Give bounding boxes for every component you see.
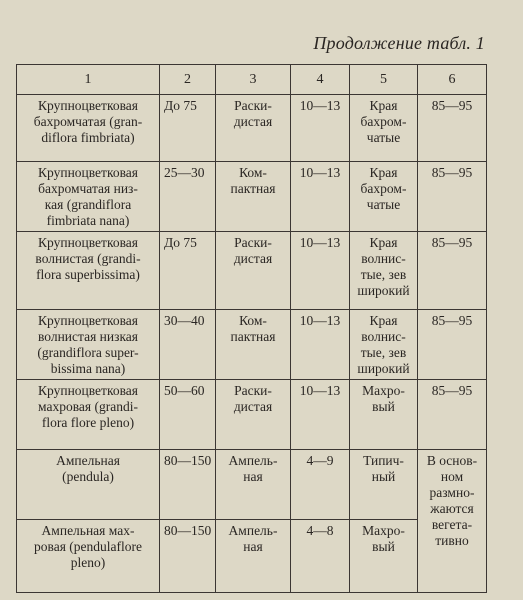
cell-text — [422, 383, 482, 399]
table-cell-c4 — [291, 380, 350, 450]
cell-line: Типич- — [363, 453, 404, 468]
cell-text — [354, 235, 413, 299]
cell-line: Раски- — [234, 235, 272, 250]
cell-text — [354, 523, 413, 555]
cell-line: волнистая (grandi- — [35, 251, 141, 266]
table-cell-c5 — [350, 310, 418, 380]
table-cell-c6 — [418, 450, 487, 593]
cell-text — [220, 383, 286, 415]
table-cell-c4 — [291, 310, 350, 380]
cell-line: Ком- — [239, 165, 267, 180]
table-cell-c5 — [350, 162, 418, 232]
table-body — [17, 95, 487, 593]
table-cell-c1 — [17, 450, 160, 520]
cell-line: Края — [369, 165, 398, 180]
cell-text — [295, 313, 345, 329]
cell-text — [220, 523, 286, 555]
cell-text — [21, 383, 155, 431]
cell-text — [164, 165, 211, 181]
cell-line: 10—13 — [299, 383, 341, 398]
cell-line: flora flore pleno) — [41, 415, 135, 430]
table-cell-c4 — [291, 162, 350, 232]
cell-text — [354, 313, 413, 377]
cell-line: пактная — [230, 329, 276, 344]
table-cell-c4 — [291, 95, 350, 162]
cell-line: В основ- — [426, 453, 478, 468]
column-header-4: 4 — [291, 65, 350, 95]
cell-line: До 75 — [164, 98, 197, 113]
table-cell-c3 — [216, 520, 291, 593]
cell-line: flora superbissima) — [36, 267, 140, 282]
cell-text — [164, 383, 211, 399]
cell-line: дистая — [233, 399, 273, 414]
cell-text — [422, 165, 482, 181]
cell-line: ровая (pendulaflore — [34, 539, 142, 554]
table-caption: Продолжение табл. 1 — [313, 33, 485, 53]
table-cell-c2 — [160, 95, 216, 162]
cell-line: Крупноцветковая — [38, 313, 138, 328]
table-cell-c2 — [160, 232, 216, 310]
cell-line: Ампельная мах- — [41, 523, 135, 538]
varieties-table — [16, 64, 487, 593]
cell-line: ная — [243, 539, 263, 554]
cell-line: чатые — [366, 197, 401, 212]
cell-text — [21, 523, 155, 571]
cell-line: Раски- — [234, 98, 272, 113]
cell-line: дистая — [233, 251, 273, 266]
table-cell-c2 — [160, 162, 216, 232]
cell-line: 4—8 — [306, 523, 334, 538]
table-cell-c1 — [17, 380, 160, 450]
cell-text — [164, 235, 211, 251]
cell-line: 85—95 — [431, 235, 473, 250]
cell-line: Крупноцветковая — [38, 165, 138, 180]
cell-text — [220, 453, 286, 485]
table-cell-c2 — [160, 310, 216, 380]
cell-text — [21, 235, 155, 283]
cell-line: 80—150 — [164, 453, 212, 468]
table-cell-c2 — [160, 380, 216, 450]
table-cell-c4 — [291, 520, 350, 593]
cell-line: Края — [369, 98, 398, 113]
table-cell-c3 — [216, 95, 291, 162]
cell-line: 10—13 — [299, 98, 341, 113]
cell-text — [295, 235, 345, 251]
table-cell-c1 — [17, 232, 160, 310]
cell-line: кая (grandiflora — [44, 197, 132, 212]
table-cell-c5 — [350, 520, 418, 593]
cell-line: дистая — [233, 114, 273, 129]
cell-text — [295, 453, 345, 469]
cell-line: 30—40 — [164, 313, 205, 328]
cell-text — [164, 313, 211, 329]
cell-line: 10—13 — [299, 313, 341, 328]
cell-line: 10—13 — [299, 165, 341, 180]
column-header-2: 2 — [160, 65, 216, 95]
table-cell-c1 — [17, 520, 160, 593]
cell-line: Ампельная — [56, 453, 120, 468]
cell-text — [422, 313, 482, 329]
cell-line: Махро- — [362, 383, 405, 398]
cell-line: волнис- — [361, 251, 406, 266]
cell-line: широкий — [357, 361, 410, 376]
cell-text — [295, 523, 345, 539]
cell-text — [21, 313, 155, 377]
cell-line: Крупноцветковая — [38, 98, 138, 113]
cell-line: бахром- — [360, 114, 407, 129]
cell-line: бахром- — [360, 181, 407, 196]
table-row — [17, 520, 487, 593]
table-row — [17, 450, 487, 520]
cell-text — [220, 165, 286, 197]
cell-line: чатые — [366, 130, 401, 145]
cell-line: широкий — [357, 283, 410, 298]
cell-text — [422, 235, 482, 251]
header-row — [17, 65, 487, 95]
table-cell-c3 — [216, 450, 291, 520]
table-cell-c2 — [160, 520, 216, 593]
cell-line: 50—60 — [164, 383, 205, 398]
cell-line: 85—95 — [431, 165, 473, 180]
cell-line: ный — [371, 469, 396, 484]
cell-text — [354, 383, 413, 415]
table-cell-c1 — [17, 162, 160, 232]
column-header-6: 6 — [418, 65, 487, 95]
table-cell-c1 — [17, 310, 160, 380]
table-cell-c6 — [418, 380, 487, 450]
cell-line: 25—30 — [164, 165, 205, 180]
cell-text — [21, 98, 155, 146]
cell-line: тивно — [435, 533, 469, 548]
cell-line: (pendula) — [62, 469, 114, 484]
table-cell-c5 — [350, 380, 418, 450]
table-row — [17, 380, 487, 450]
table-cell-c4 — [291, 232, 350, 310]
table-cell-c6 — [418, 232, 487, 310]
table-row — [17, 232, 487, 310]
cell-line: Ампель- — [228, 523, 278, 538]
cell-line: пактная — [230, 181, 276, 196]
cell-text — [21, 165, 155, 229]
cell-line: тые, зев — [360, 345, 407, 360]
column-header-3: 3 — [216, 65, 291, 95]
table-cell-c5 — [350, 450, 418, 520]
table-cell-c3 — [216, 162, 291, 232]
cell-line: Крупноцветковая — [38, 235, 138, 250]
table-cell-c5 — [350, 95, 418, 162]
cell-line: 80—150 — [164, 523, 212, 538]
cell-line: 85—95 — [431, 383, 473, 398]
table-cell-c3 — [216, 310, 291, 380]
cell-line: Махро- — [362, 523, 405, 538]
cell-text — [354, 165, 413, 213]
cell-line: Крупноцветковая — [38, 383, 138, 398]
cell-text — [422, 98, 482, 114]
cell-line: 85—95 — [431, 98, 473, 113]
table-row — [17, 310, 487, 380]
table-cell-c1 — [17, 95, 160, 162]
table-cell-c3 — [216, 232, 291, 310]
cell-text — [220, 313, 286, 345]
table-cell-c4 — [291, 450, 350, 520]
cell-text — [354, 453, 413, 485]
cell-text — [354, 98, 413, 146]
cell-line: бахромчатая (gran- — [33, 114, 143, 129]
cell-line: ная — [243, 469, 263, 484]
cell-line: fimbriata nana) — [46, 213, 130, 228]
cell-line: Ком- — [239, 313, 267, 328]
table-row — [17, 162, 487, 232]
cell-line: Края — [369, 235, 398, 250]
cell-line: вый — [372, 399, 395, 414]
cell-text — [164, 523, 211, 539]
table-cell-c3 — [216, 380, 291, 450]
cell-line: вый — [372, 539, 395, 554]
column-header-1: 1 — [17, 65, 160, 95]
table-cell-c6 — [418, 310, 487, 380]
cell-line: bissima nana) — [50, 361, 126, 376]
cell-line: Края — [369, 313, 398, 328]
table-cell-c6 — [418, 162, 487, 232]
cell-line: волнис- — [361, 329, 406, 344]
table-cell-c6 — [418, 95, 487, 162]
cell-text — [164, 98, 211, 114]
cell-line: 4—9 — [306, 453, 334, 468]
cell-line: жаются — [430, 501, 474, 516]
cell-line: ном — [440, 469, 464, 484]
cell-line: pleno) — [70, 555, 106, 570]
cell-line: тые, зев — [360, 267, 407, 282]
cell-line: махровая (grandi- — [38, 399, 138, 414]
cell-text — [21, 453, 155, 485]
table-row — [17, 95, 487, 162]
cell-line: 10—13 — [299, 235, 341, 250]
table-cell-c2 — [160, 450, 216, 520]
cell-line: Ампель- — [228, 453, 278, 468]
cell-line: Раски- — [234, 383, 272, 398]
cell-line: вегета- — [431, 517, 473, 532]
cell-text — [422, 453, 482, 549]
cell-text — [220, 98, 286, 130]
cell-text — [295, 98, 345, 114]
cell-line: размно- — [429, 485, 475, 500]
table-cell-c5 — [350, 232, 418, 310]
cell-text — [164, 453, 211, 469]
cell-text — [295, 165, 345, 181]
cell-line: 85—95 — [431, 313, 473, 328]
column-header-5: 5 — [350, 65, 418, 95]
cell-text — [220, 235, 286, 267]
cell-line: бахромчатая низ- — [38, 181, 138, 196]
cell-line: волнистая низкая — [37, 329, 138, 344]
cell-text — [295, 383, 345, 399]
cell-line: diflora fimbriata) — [41, 130, 135, 145]
cell-line: До 75 — [164, 235, 197, 250]
cell-line: (grandiflora super- — [37, 345, 139, 360]
